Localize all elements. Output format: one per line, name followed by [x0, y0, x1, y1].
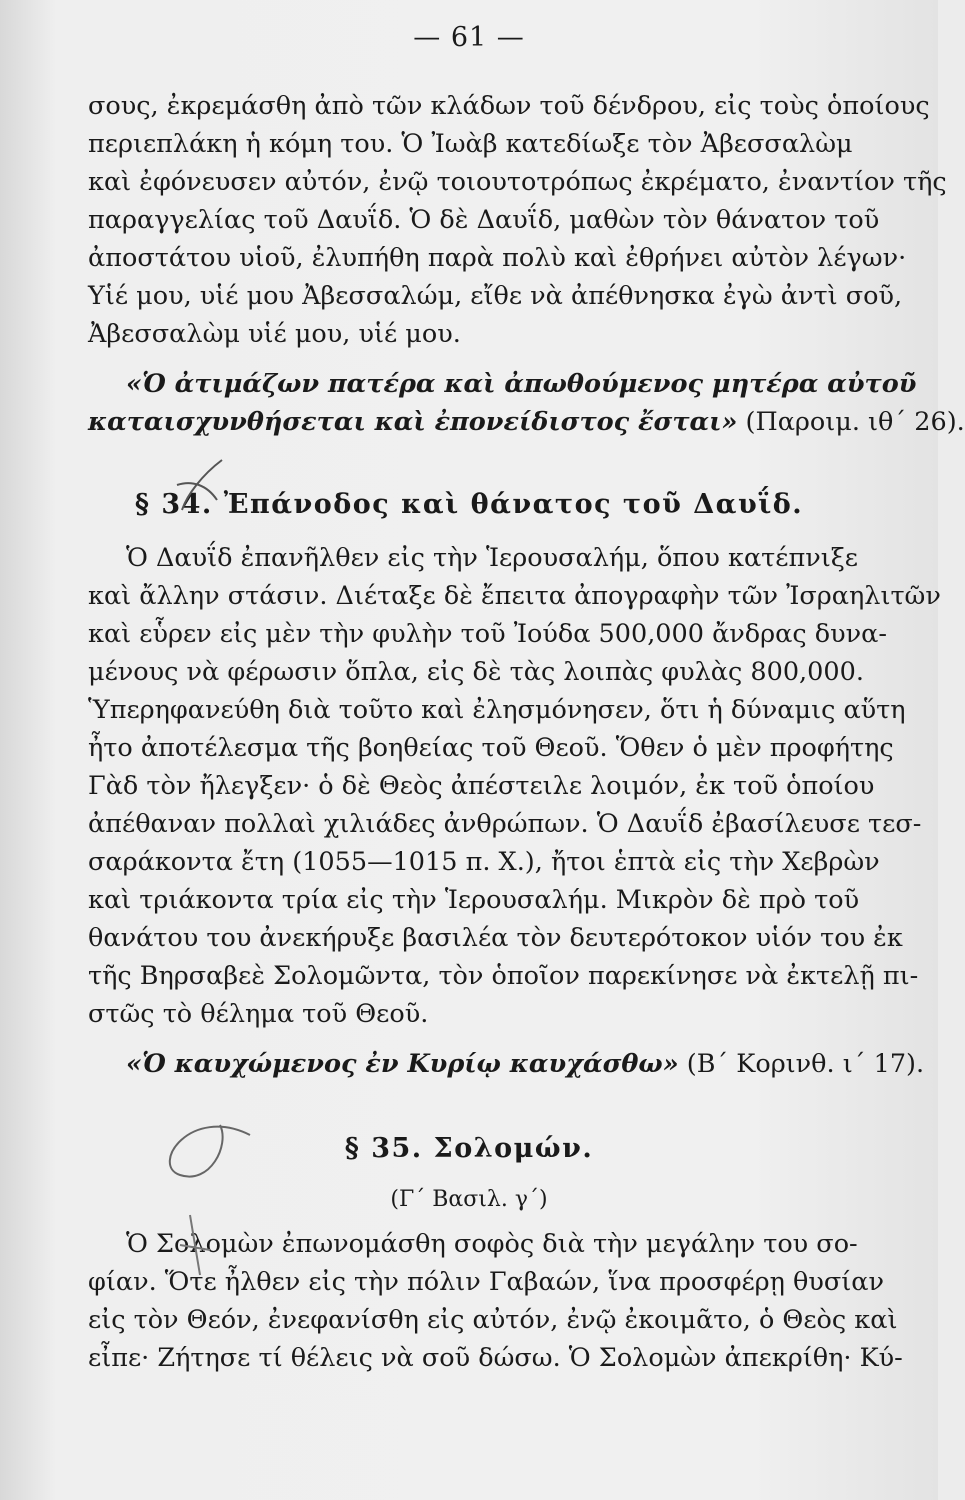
paragraph-1 — [88, 87, 947, 353]
quote-reference: (Παροιμ. ιθ΄ 26). — [737, 407, 965, 437]
text-line: φίαν. Ὅτε ἦλθεν εἰς τὴν πόλιν Γαβαών, ἵνα προσφέρῃ θυσίαν — [88, 1267, 885, 1297]
section-heading-34: § 34. Ἐπάνοδος καὶ θάνατος τοῦ Δαυΐδ. — [134, 489, 804, 520]
text-line: σαράκοντα ἔτη (1055—1015 π. Χ.), ἤτοι ἑπτὰ εἰς τὴν Χεβρὼν — [88, 847, 880, 877]
text-line: Ὑπερηφανεύθη διὰ τοῦτο καὶ ἐλησμόνησεν, ὅτι ἡ δύναμις αὕτη — [88, 695, 906, 725]
text-line: Ὁ Σολομὼν ἐπωνομάσθη σοφὸς διὰ τὴν μεγάλην του σο- — [126, 1229, 858, 1259]
text-line: Ὁ Δαυΐδ ἐπανῆλθεν εἰς τὴν Ἱερουσαλήμ, ὅπου κατέπνιξε — [126, 543, 859, 573]
text-line: Γὰδ τὸν ἤλεγξεν· ὁ δὲ Θεὸς ἀπέστειλε λοιμόν, ἐκ τοῦ ὁποίου — [88, 771, 875, 801]
quote-reference: (Β΄ Κορινθ. ι΄ 17). — [678, 1049, 925, 1079]
text-line: καὶ ἄλλην στάσιν. Διέταξε δὲ ἔπειτα ἀπογραφὴν τῶν Ἰσραηλιτῶν — [88, 581, 941, 611]
paragraph-2 — [88, 539, 941, 1033]
text-line: εἶπε· Ζήτησε τί θέλεις νὰ σοῦ δώσω. Ὁ Σολομὼν ἀπεκρίθη· Κύ- — [88, 1343, 903, 1373]
text-line: τῆς Βηρσαβεὲ Σολομῶντα, τὸν ὁποῖον παρεκίνησε νὰ ἐκτελῇ πι- — [88, 961, 919, 991]
text-line: περιεπλάκη ἡ κόμη του. Ὁ Ἰωὰβ κατεδίωξε τὸν Ἀβεσσαλὼμ — [88, 129, 853, 159]
section-subheading: (Γ΄ Βασιλ. γ΄) — [390, 1187, 548, 1212]
quote-line: «Ὁ ἀτιμάζων πατέρα καὶ ἀπωθούμενος μητέρα αὐτοῦ — [126, 369, 917, 399]
scripture-quote-2 — [88, 1045, 925, 1083]
text-line: καὶ ἐφόνευσεν αὐτόν, ἐνῷ τοιουτοτρόπως ἐκρέματο, ἐναντίον τῆς — [88, 167, 947, 197]
text-line: καὶ τριάκοντα τρία εἰς τὴν Ἱερουσαλήμ. Μικρὸν δὲ πρὸ τοῦ — [88, 885, 860, 915]
text-line: ἀποστάτου υἱοῦ, ἐλυπήθη παρὰ πολὺ καὶ ἐθρήνει αὐτὸν λέγων· — [88, 243, 907, 273]
page-number: — 61 — — [413, 22, 525, 53]
text-line: ἦτο ἀποτέλεσμα τῆς βοηθείας τοῦ Θεοῦ. Ὅθεν ὁ μὲν προφήτης — [88, 733, 894, 763]
text-line: εἰς τὸν Θεόν, ἐνεφανίσθη εἰς αὐτόν, ἐνῷ ἐκοιμᾶτο, ὁ Θεὸς καὶ — [88, 1305, 898, 1335]
section-heading-35: § 35. Σολομών. — [344, 1133, 594, 1164]
text-line: θανάτου του ἀνεκήρυξε βασιλέα τὸν δευτερότοκον υἱόν του ἐκ — [88, 923, 903, 953]
text-line: στῶς τὸ θέλημα τοῦ Θεοῦ. — [88, 999, 429, 1029]
paragraph-3 — [88, 1225, 903, 1377]
text-line: Ἀβεσσαλὼμ υἱέ μου, υἱέ μου. — [88, 319, 461, 349]
quote-text: καταισχυνθήσεται καὶ ἐπονείδιστος ἔσται» — [88, 407, 738, 437]
text-line: Υἱέ μου, υἱέ μου Ἀβεσσαλώμ, εἴθε νὰ ἀπέθνησκα ἐγὼ ἀντὶ σοῦ, — [88, 281, 903, 311]
quote-text: «Ὁ καυχώμενος ἐν Κυρίῳ καυχάσθω» — [126, 1049, 679, 1079]
text-line: σους, ἐκρεμάσθη ἀπὸ τῶν κλάδων τοῦ δένδρου, εἰς τοὺς ὁποίους — [88, 91, 930, 121]
text-line: παραγγελίας τοῦ Δαυΐδ. Ὁ δὲ Δαυΐδ, μαθὼν τὸν θάνατον τοῦ — [88, 205, 880, 235]
text-line: ἀπέθαναν πολλαὶ χιλιάδες ἀνθρώπων. Ὁ Δαυΐδ ἐβασίλευσε τεσ- — [88, 809, 922, 839]
text-line: μένους νὰ φέρωσιν ὅπλα, εἰς δὲ τὰς λοιπὰς φυλὰς 800,000. — [88, 657, 864, 687]
scripture-quote-1 — [88, 365, 965, 441]
text-line: καὶ εὗρεν εἰς μὲν τὴν φυλὴν τοῦ Ἰούδα 500,000 ἄνδρας δυνα- — [88, 619, 887, 649]
